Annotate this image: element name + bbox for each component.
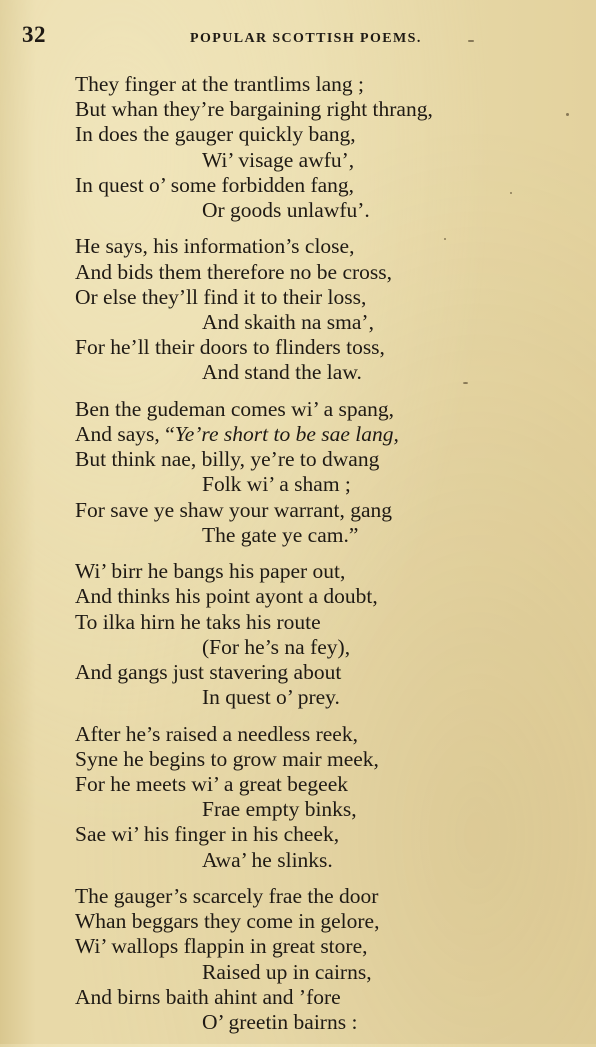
quote-lead: And says, “ — [75, 422, 175, 447]
poem-line-indented: Raised up in cairns, — [202, 959, 372, 984]
paper-speck — [510, 192, 512, 194]
poem-line: And gangs just stavering about — [75, 660, 342, 685]
poem-line: For he’ll their doors to flinders toss, — [75, 335, 385, 360]
poem-line: But think nae, billy, ye’re to dwang — [75, 447, 380, 472]
poem-line: But whan they’re bargaining right thrang, — [75, 97, 433, 122]
poem-line-indented: In quest o’ prey. — [202, 685, 340, 710]
poem-line-indented: Folk wi’ a sham ; — [202, 472, 351, 497]
poem-line: For save ye shaw your warrant, gang — [75, 497, 393, 522]
poem-line: And thinks his point ayont a doubt, — [75, 584, 378, 609]
poem-text — [75, 72, 575, 1047]
poem-line-indented: And skaith na sma’, — [202, 309, 374, 334]
poem-line: Or else they’ll find it to their loss, — [75, 284, 367, 309]
poem-line: Wi’ birr he bangs his paper out, — [75, 559, 346, 584]
poem-line: In quest o’ some forbidden fang, — [75, 172, 355, 197]
poem-line: For he meets wi’ a great begeek — [75, 772, 349, 797]
stanza-2 — [75, 234, 575, 385]
poem-line: Syne he begins to grow mair meek, — [75, 746, 379, 771]
poem-line: Wi’ wallops flappin in great store, — [75, 934, 368, 959]
paper-speck — [444, 238, 446, 240]
stanza-3 — [75, 397, 575, 548]
poem-line-indented: Or goods unlawfu’. — [202, 197, 370, 222]
paper-speck — [468, 40, 474, 42]
poem-line-indented: And stand the law. — [202, 360, 362, 385]
quoted-speech: Ye’re short to be sae lang, — [174, 422, 399, 447]
paper-speck — [566, 113, 569, 116]
poem-line-indented: Frae empty binks, — [202, 797, 357, 822]
poem-line-indented: Wi’ visage awfu’, — [202, 147, 355, 172]
poem-line-indented: Awa’ he slinks. — [202, 847, 333, 872]
poem-line-with-quote — [75, 422, 575, 447]
page-number: 32 — [22, 22, 46, 47]
poem-line: The gauger’s scarcely frae the door — [75, 884, 379, 909]
poem-line: They finger at the trantlims lang ; — [75, 72, 364, 96]
stanza-4 — [75, 559, 575, 710]
poem-line-indented: (For he’s na fey), — [202, 634, 351, 659]
stanza-1 — [75, 72, 575, 223]
poem-line: Ben the gudeman comes wi’ a spang, — [75, 396, 395, 421]
poem-line: Sae wi’ his finger in his cheek, — [75, 822, 340, 847]
poem-line: After he’s raised a needless reek, — [75, 721, 358, 746]
poem-line: And birns baith ahint and ’fore — [75, 984, 341, 1009]
poem-line: He says, his information’s close, — [75, 234, 355, 259]
poem-line: Whan beggars they come in gelore, — [75, 909, 380, 934]
poem-line: In does the gauger quickly bang, — [75, 122, 356, 147]
poem-line: To ilka hirn he taks his route — [75, 609, 321, 634]
page-header — [0, 22, 596, 52]
stanza-5 — [75, 722, 575, 873]
running-head: POPULAR SCOTTISH POEMS. — [190, 31, 422, 46]
poem-line: And bids them therefore no be cross, — [75, 259, 393, 284]
poem-line-indented: O’ greetin bairns : — [202, 1010, 358, 1035]
paper-speck — [463, 382, 468, 384]
stanza-6 — [75, 884, 575, 1035]
poem-line-indented: The gate ye cam.” — [202, 522, 359, 547]
